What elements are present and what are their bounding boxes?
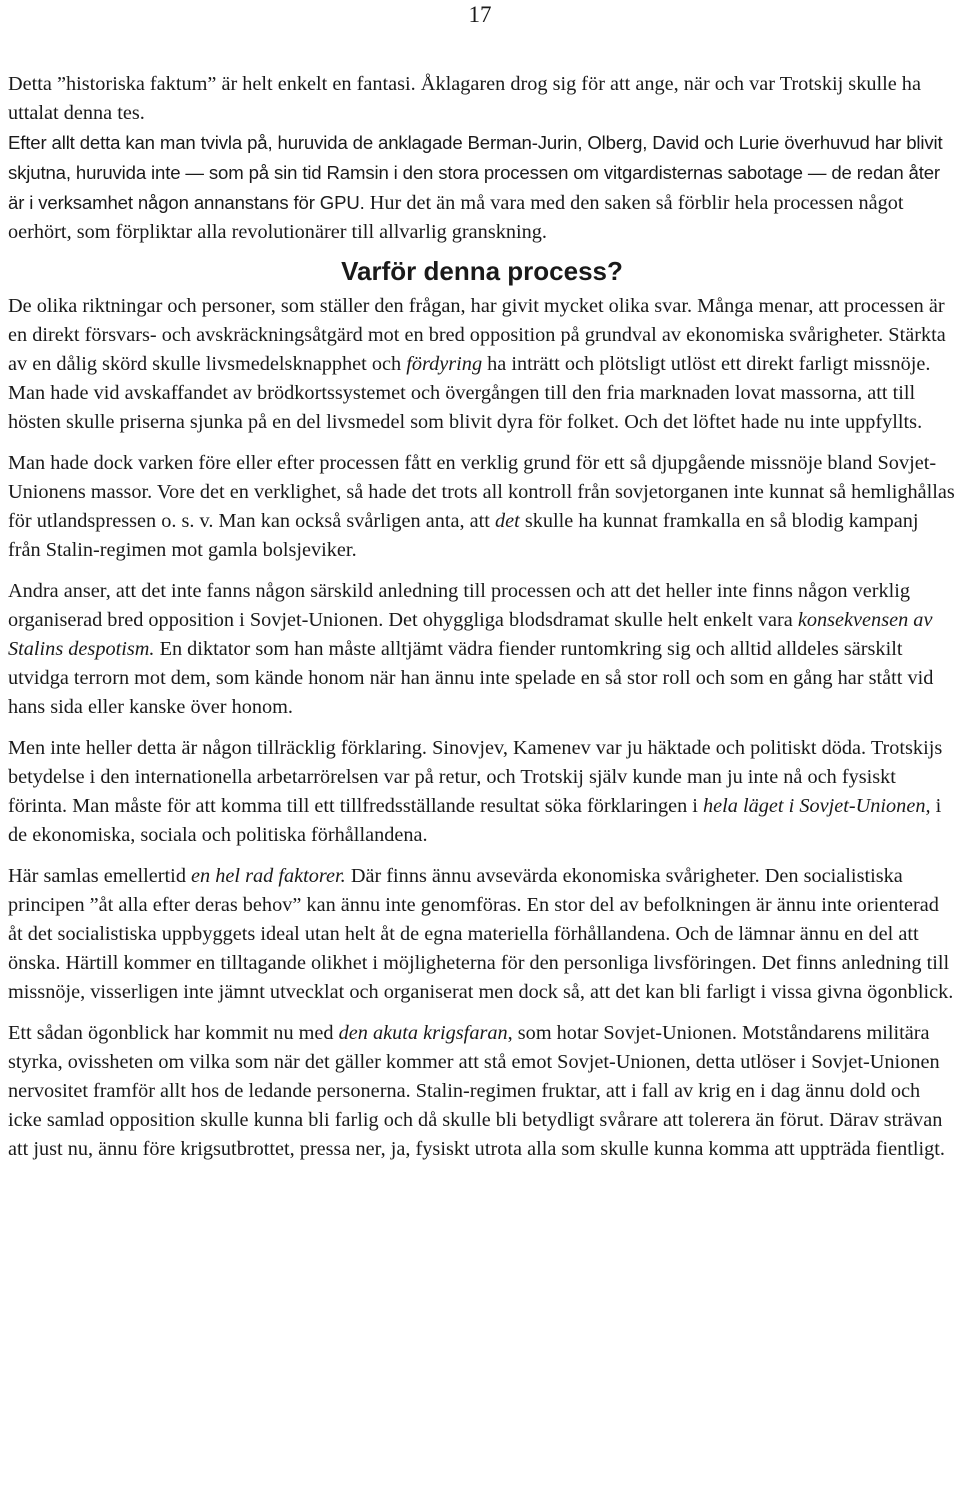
paragraph-text: Man hade dock varken före eller efter processen fått en verklig grund för ett så djupgående missnöje bland Sovjet-Unionens massor. Vore det en verklighet, så hade det trots all kontroll från sovjetorganen inte kunnat så hemlighållas för utlandspressen o. s. v. Man kan också svårligen anta, att bbox=[8, 452, 955, 532]
emphasis-text: hela läget i Sovjet-Unionen, bbox=[703, 795, 931, 817]
paragraph-doubt bbox=[8, 128, 956, 247]
paragraph-text: Där finns ännu avsevärda ekonomiska svårigheter. Den socialistiska principen ”åt alla efter deras behov” kan ännu inte genomföras. En stor del av befolkningen är ännu inte orienterad åt det socialistiska uppbyggets ideal utan helt åt de egna materiella förhållandena. Och de lämnar ännu en del att önska. Härtill kommer en tilltagande olikhet i möjligheterna för den personliga livsföringen. Det finns anledning till missnöje, visserligen inte jämnt utvecklat och organiserat men dock så, att det kan bli farligt i vissa givna ögonblick. bbox=[8, 865, 954, 1003]
emphasis-text: den akuta krigsfaran bbox=[338, 1022, 508, 1044]
paragraph-text: i de ekonomiska, sociala och politiska förhållandena. bbox=[8, 795, 942, 846]
paragraph-text: ha inträtt och plötsligt utlöst ett direkt farligt missnöje. Man hade vid avskaffandet av brödkortssystemet och övergången till den fria marknaden lovat massorna, att till hösten skulle priserna sjunka på en del livsmedel som blivit dyra för folket. Och det löftet hade nu inte uppfyllts. bbox=[8, 353, 931, 433]
paragraph-war-danger bbox=[8, 1019, 956, 1164]
paragraph-text-serif: Hur det än må vara med den saken så förblir hela processen något oerhört, som förpliktar alla revolutionärer till allvarlig granskning. bbox=[8, 192, 904, 243]
paragraph-text: De olika riktningar och personer, som ställer den frågan, har givit mycket olika svar. Många menar, att processen är en direkt försvars- och avskräckningsåtgärd mot en bred opposition på grundval av ekonomiska svårigheter. Stärkta av en dålig skörd skulle livsmedelsknapphet och bbox=[8, 295, 946, 375]
paragraph-text: skulle ha kunnat framkalla en så blodig kampanj från Stalin-regimen mot gamla bolsjeviker. bbox=[8, 510, 919, 561]
paragraph-factors bbox=[8, 862, 956, 1007]
paragraph-answers bbox=[8, 292, 956, 437]
paragraph-historical-fact bbox=[8, 70, 956, 128]
emphasis-text: konsekvensen av Stalins despotism. bbox=[8, 609, 933, 660]
paragraph-text: Detta ”historiska faktum” är helt enkelt en fantasi. Åklagaren drog sig för att ange, när och var Trotskij skulle ha uttalat denna tes. bbox=[8, 73, 921, 124]
paragraph-text: En diktator som han måste alltjämt vädra fiender runtomkring sig och alltid alldeles särskilt utvidga terrorn mot dem, som kände honom när han ännu inte spelade en så stor roll och som en gång har stått vid hans sida eller kanske över honom. bbox=[8, 638, 934, 718]
paragraph-text: , som hotar Sovjet-Unionen. Motståndarens militära styrka, ovissheten om vilka som när det gäller kommer att stå emot Sovjet-Unionen, detta utlöser i Sovjet-Unionen nervositet framför allt hos de ledande personerna. Stalin-regimen fruktar, att i fall av krig en i dag ännu dold och icke samlad opposition skulle kunna bli farlig och då skulle bli betydligt svårare att tolerera än förut. Därav strävan att just nu, ännu före krigsutbrottet, pressa ner, ja, fysiskt utrota alla som skulle kunna komma att uppträda fientligt. bbox=[8, 1022, 945, 1160]
paragraph-text: Ett sådan ögonblick har kommit nu med bbox=[8, 1022, 339, 1044]
paragraph-text: Men inte heller detta är någon tillräcklig förklaring. Sinovjev, Kamenev var ju häktade och politiskt döda. Trotskijs betydelse i den internationella arbetarrörelsen var på retur, och Trotskij själv kunde man ju inte nå och fysiskt förinta. Man måste för att komma till ett tillfredsställande resultat söka förklaringen i bbox=[8, 737, 943, 817]
paragraph-text: Här samlas emellertid bbox=[8, 865, 192, 887]
paragraph-text: Andra anser, att det inte fanns någon särskild anledning till processen och att det heller inte finns någon verklig organiserad bred opposition i Sovjet-Unionen. Det ohyggliga blodsdramat skulle helt enkelt vara bbox=[8, 580, 911, 631]
document-body bbox=[8, 70, 956, 1164]
paragraph-explanation bbox=[8, 734, 956, 850]
paragraph-despotism bbox=[8, 577, 956, 722]
emphasis-text: fördyring bbox=[406, 353, 483, 375]
section-heading: Varför denna process? bbox=[341, 256, 623, 286]
paragraph-text-sans: Efter allt detta kan man tvivla på, huruvida de anklagade Berman-Jurin, Olberg, David och Lurie överhuvud har blivit skjutna, huruvida inte — som på sin tid Ramsin i den stora processen om vitgardisternas sabotage — de redan åter är i verksamhet någon annanstans för GPU. bbox=[8, 132, 943, 213]
paragraph-no-basis bbox=[8, 449, 956, 565]
emphasis-text: en hel rad faktorer. bbox=[191, 865, 346, 887]
page-number: 17 bbox=[468, 2, 492, 27]
emphasis-text: det bbox=[495, 510, 520, 532]
